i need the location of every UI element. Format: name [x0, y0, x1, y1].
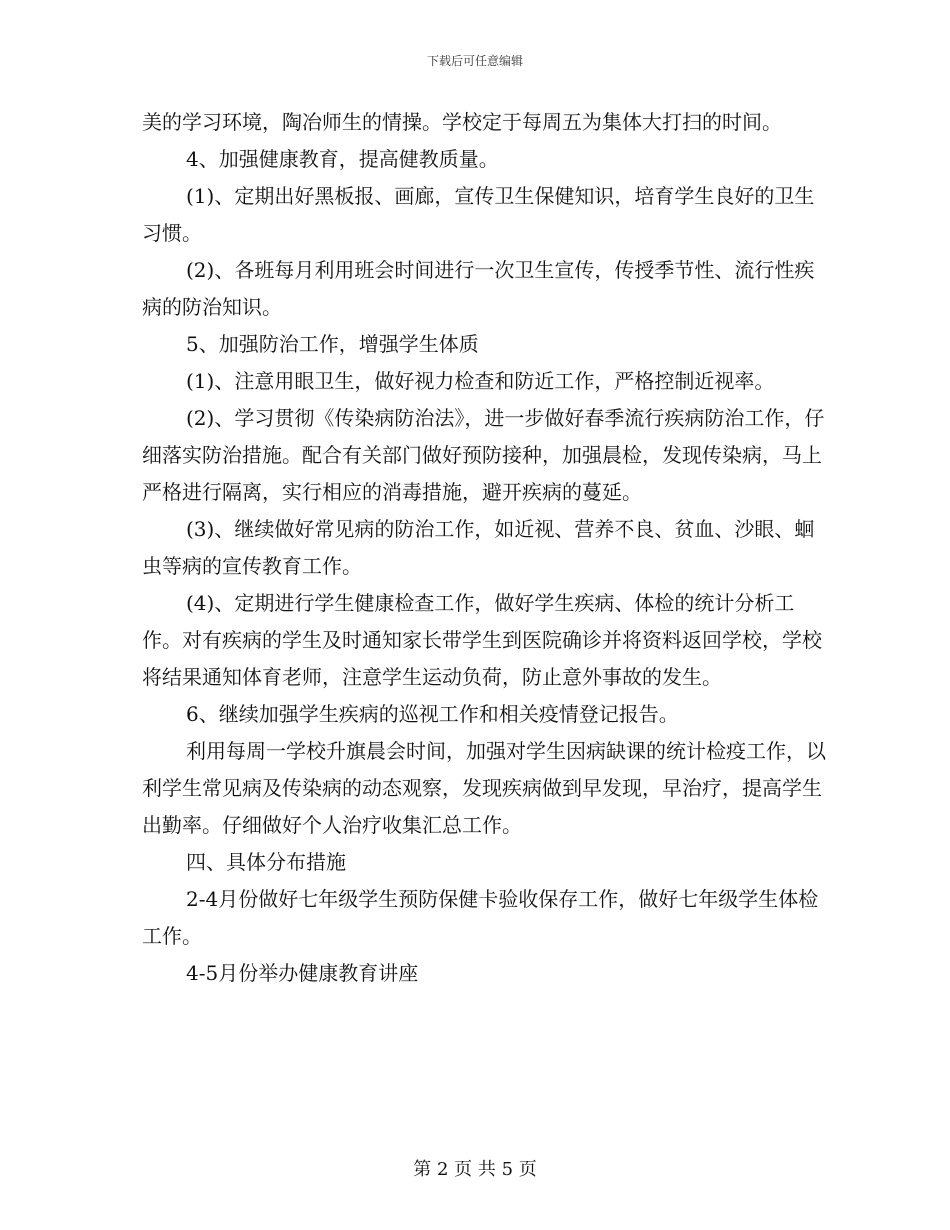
paragraph-11: 利用每周一学校升旗晨会时间，加强对学生因病缺课的统计检疫工作，以利学生常见病及传染病的动态观察，发现疾病做到早发现，早治疗，提高学生出勤率。仔细做好个人治疗收集汇总工作。: [142, 739, 826, 837]
paragraph-3: (1)、定期出好黑板报、画廊，宣传卫生保健知识，培育学生良好的卫生习惯。: [142, 184, 815, 245]
paragraph-6: (1)、注意用眼卫生，做好视力检查和防近工作，严格控制近视率。: [186, 369, 775, 393]
paragraph-4: (2)、各班每月利用班会时间进行一次卫生宣传，传授季节性、流行性疾病的防治知识。: [142, 258, 815, 319]
paragraph-8: (3)、继续做好常见病的防治工作，如近视、营养不良、贫血、沙眼、蛔虫等病的宣传教育工作。: [142, 517, 815, 578]
paragraph-10: 6、继续加强学生疾病的巡视工作和相关疫情登记报告。: [186, 702, 679, 726]
document-body: [142, 104, 832, 992]
paragraph-1: 美的学习环境，陶冶师生的情操。学校定于每周五为集体大打扫的时间。: [142, 110, 782, 134]
paragraph-13: 2-4月份做好七年级学生预防保健卡验收保存工作，做好七年级学生体检工作。: [142, 887, 819, 948]
paragraph-9: (4)、定期进行学生健康检查工作，做好学生疾病、体检的统计分析工作。对有疾病的学生及时通知家长带学生到医院确诊并将资料返回学校，学校将结果通知体育老师，注意学生运动负荷，防止意外事故的发生。: [142, 591, 822, 689]
paragraph-2: 4、加强健康教育，提高健教质量。: [186, 147, 499, 171]
page-header-note: 下载后可任意编辑: [426, 54, 523, 68]
paragraph-12: 四、具体分布措施: [186, 850, 346, 874]
paragraph-7: (2)、学习贯彻《传染病防治法》，进一步做好春季流行疾病防治工作，仔细落实防治措施。配合有关部门做好预防接种，加强晨检，发现传染病，马上严格进行隔离，实行相应的消毒措施，避开疾病的蔓延。: [142, 406, 825, 504]
page-number-footer: 第 2 页 共 5 页: [413, 1159, 537, 1180]
paragraph-14: 4-5月份举办健康教育讲座: [186, 961, 419, 985]
paragraph-5: 5、加强防治工作，增强学生体质: [186, 332, 479, 356]
